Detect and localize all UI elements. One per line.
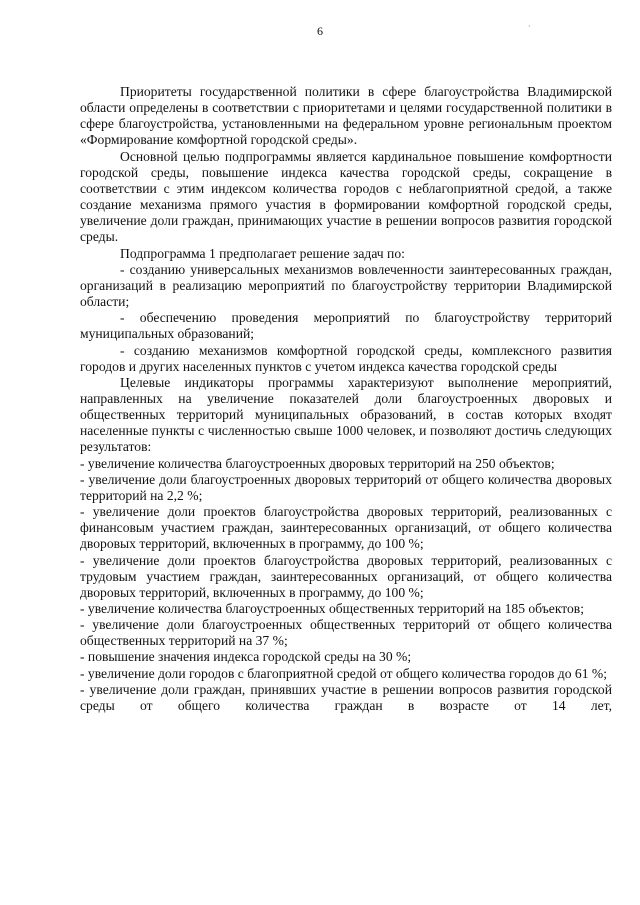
paragraph: - увеличение доли граждан, принявших участие в решении вопросов развития городской среды от общего количества граждан в возрасте от 14 лет, xyxy=(80,681,612,713)
paragraph: Основной целью подпрограммы является кардинальное повышение комфортности городской среды, повышение индекса качества городской среды, сокращение в соответствии с этим индексом количества городов с неблагоприятной средой, а также создание механизма прямого участия в формировании комфортной городской среды, увеличение доли граждан, принимающих участие в решении вопросов развития городской среды. xyxy=(80,148,612,245)
paragraph: - созданию универсальных механизмов вовлеченности заинтересованных граждан, организаций в реализацию мероприятий по благоустройству территории Владимирской области; xyxy=(80,261,612,310)
page-number: 6 xyxy=(317,24,323,38)
scan-mark: · xyxy=(528,22,531,31)
paragraph: - увеличение доли благоустроенных дворовых территорий от общего количества дворовых территорий на 2,2 %; xyxy=(80,471,612,503)
paragraph: Подпрограмма 1 предполагает решение задач по: xyxy=(120,245,405,261)
paragraph: Целевые индикаторы программы характеризуют выполнение мероприятий, направленных на увеличение показателей доли благоустроенных дворовых и общественных территорий муниципальных образований, в состав которых входят населенные пункты с численностью свыше 1000 человек, и позволяют достичь следующих результатов: xyxy=(80,374,612,455)
paragraph: - увеличение доли благоустроенных общественных территорий от общего количества общественных территорий на 37 %; xyxy=(80,617,612,649)
paragraph: - увеличение доли проектов благоустройства дворовых территорий, реализованных с финансовым участием граждан, заинтересованных организаций, от общего количества дворовых территорий, включенных в программу, до 100 %; xyxy=(80,504,612,552)
paragraph: - увеличение доли проектов благоустройства дворовых территорий, реализованных с трудовым участием граждан, заинтересованных организаций, от общего количества дворовых территорий, включенных в программу, до 100 %; xyxy=(80,552,612,600)
paragraph: - повышение значения индекса городской среды на 30 %; xyxy=(80,649,412,665)
paragraph: Приоритеты государственной политики в сфере благоустройства Владимирской области определены в соответствии с приоритетами и целями государственной политики в сфере благоустройства, установленными на федеральном уровне региональным проектом «Формирование комфортной городской среды». xyxy=(80,84,612,148)
paragraph: - увеличение доли городов с благоприятной средой от общего количества городов до 61 %; xyxy=(80,665,607,681)
paragraph: - созданию механизмов комфортной городской среды, комплексного развития городов и других населенных пунктов с учетом индекса качества городской среды xyxy=(80,342,612,374)
document-body xyxy=(80,84,612,714)
paragraph: - увеличение количества благоустроенных общественных территорий на 185 объектов; xyxy=(80,601,585,616)
paragraph: - увеличение количества благоустроенных дворовых территорий на 250 объектов; xyxy=(80,455,555,471)
paragraph: - обеспечению проведения мероприятий по благоустройству территорий муниципальных образований; xyxy=(80,310,612,342)
